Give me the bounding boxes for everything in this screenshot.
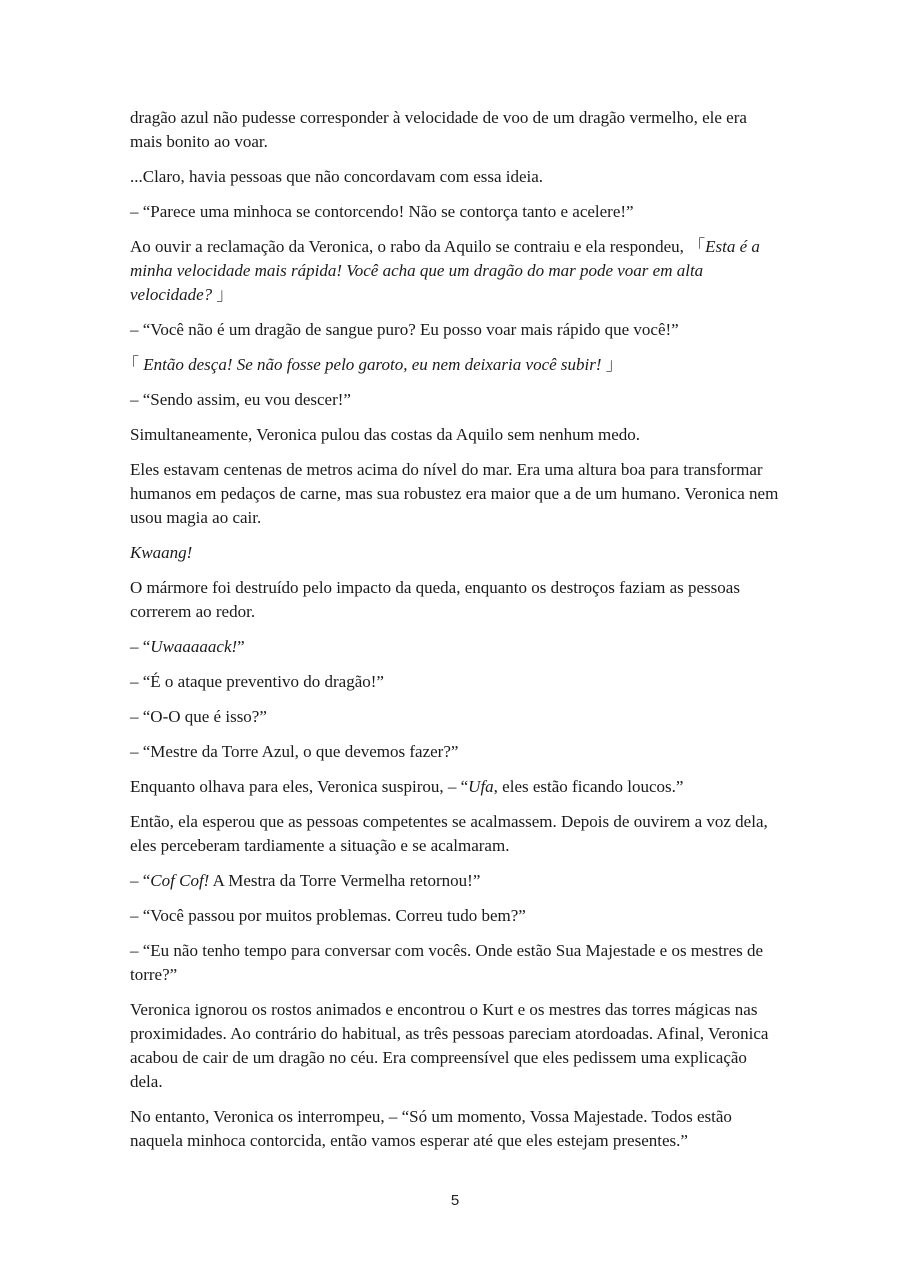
dialogue-close: ” <box>237 637 245 656</box>
dialogue-open: – “ <box>130 637 151 656</box>
paragraph-text: , eles estão ficando loucos.” <box>493 777 684 796</box>
bracket-open: 「 <box>122 355 144 374</box>
dialogue-open: – “ <box>130 871 151 890</box>
exclamation-text: Ufa <box>468 777 494 796</box>
paragraph: dragão azul não pudesse corresponder à velocidade de voo de um dragão vermelho, ele era mais bonito ao voar. <box>130 108 747 151</box>
dialogue-line: – “Mestre da Torre Azul, o que devemos fazer?” <box>130 742 459 761</box>
page-body <box>122 106 782 1164</box>
paragraph: No entanto, Veronica os interrompeu, – “Só um momento, Vossa Majestade. Todos estão naquela minhoca contorcida, então vamos esperar até que eles estejam presentes.” <box>130 1107 732 1150</box>
dialogue-text: A Mestra da Torre Vermelha retornou!” <box>209 871 481 890</box>
paragraph: Eles estavam centenas de metros acima do nível do mar. Era uma altura boa para transformar humanos em pedaços de carne, mas sua robustez era maior que a de um humano. Veronica nem usou magia ao cair. <box>130 460 779 527</box>
dialogue-line: – “Eu não tenho tempo para conversar com vocês. Onde estão Sua Majestade e os mestres de torre?” <box>130 941 764 984</box>
dialogue-line: – “Parece uma minhoca se contorcendo! Não se contorça tanto e acelere!” <box>130 202 634 221</box>
paragraph <box>130 235 782 307</box>
dialogue-line <box>130 635 782 659</box>
dragon-speech: Esta é a minha velocidade mais rápida! Você acha que um dragão do mar pode voar em alta velocidade? <box>130 237 760 304</box>
dialogue-line: – “Sendo assim, eu vou descer!” <box>130 390 351 409</box>
sound-effect: Kwaang! <box>130 543 193 562</box>
bracket-close: 」 <box>601 355 623 374</box>
dialogue-line: – “Você não é um dragão de sangue puro? Eu posso voar mais rápido que você!” <box>130 320 679 339</box>
paragraph-text: Ao ouvir a reclamação da Veronica, o rabo da Aquilo se contraiu e ela respondeu, 「 <box>130 237 706 256</box>
paragraph-text: Enquanto olhava para eles, Veronica suspirou, – “ <box>130 777 469 796</box>
paragraph: O mármore foi destruído pelo impacto da queda, enquanto os destroços faziam as pessoas correrem ao redor. <box>130 578 740 621</box>
bracket-close: 」 <box>212 285 234 304</box>
paragraph: Simultaneamente, Veronica pulou das costas da Aquilo sem nenhum medo. <box>130 425 641 444</box>
exclamation-text: Cof Cof! <box>150 871 210 890</box>
paragraph <box>130 775 782 799</box>
paragraph: Então, ela esperou que as pessoas competentes se acalmassem. Depois de ouvirem a voz dela, eles perceberam tardiamente a situação e se acalmaram. <box>130 812 768 855</box>
dragon-speech-line <box>122 353 782 377</box>
paragraph: Veronica ignorou os rostos animados e encontrou o Kurt e os mestres das torres mágicas nas proximidades. Ao contrário do habitual, as três pessoas pareciam atordoadas. Afinal, Veronica acabou de cair de um dragão no céu. Era compreensível que eles pedissem uma explicação dela. <box>130 1000 769 1091</box>
dialogue-line <box>130 869 782 893</box>
dialogue-line: – “Você passou por muitos problemas. Correu tudo bem?” <box>130 906 526 925</box>
dialogue-line: – “É o ataque preventivo do dragão!” <box>130 672 384 691</box>
page-number: 5 <box>450 1192 460 1209</box>
exclamation-text: Uwaaaaack! <box>150 637 238 656</box>
dialogue-line: – “O-O que é isso?” <box>130 707 267 726</box>
paragraph: ...Claro, havia pessoas que não concordavam com essa ideia. <box>130 167 544 186</box>
dragon-speech: Então desça! Se não fosse pelo garoto, eu nem deixaria você subir! <box>143 355 602 374</box>
